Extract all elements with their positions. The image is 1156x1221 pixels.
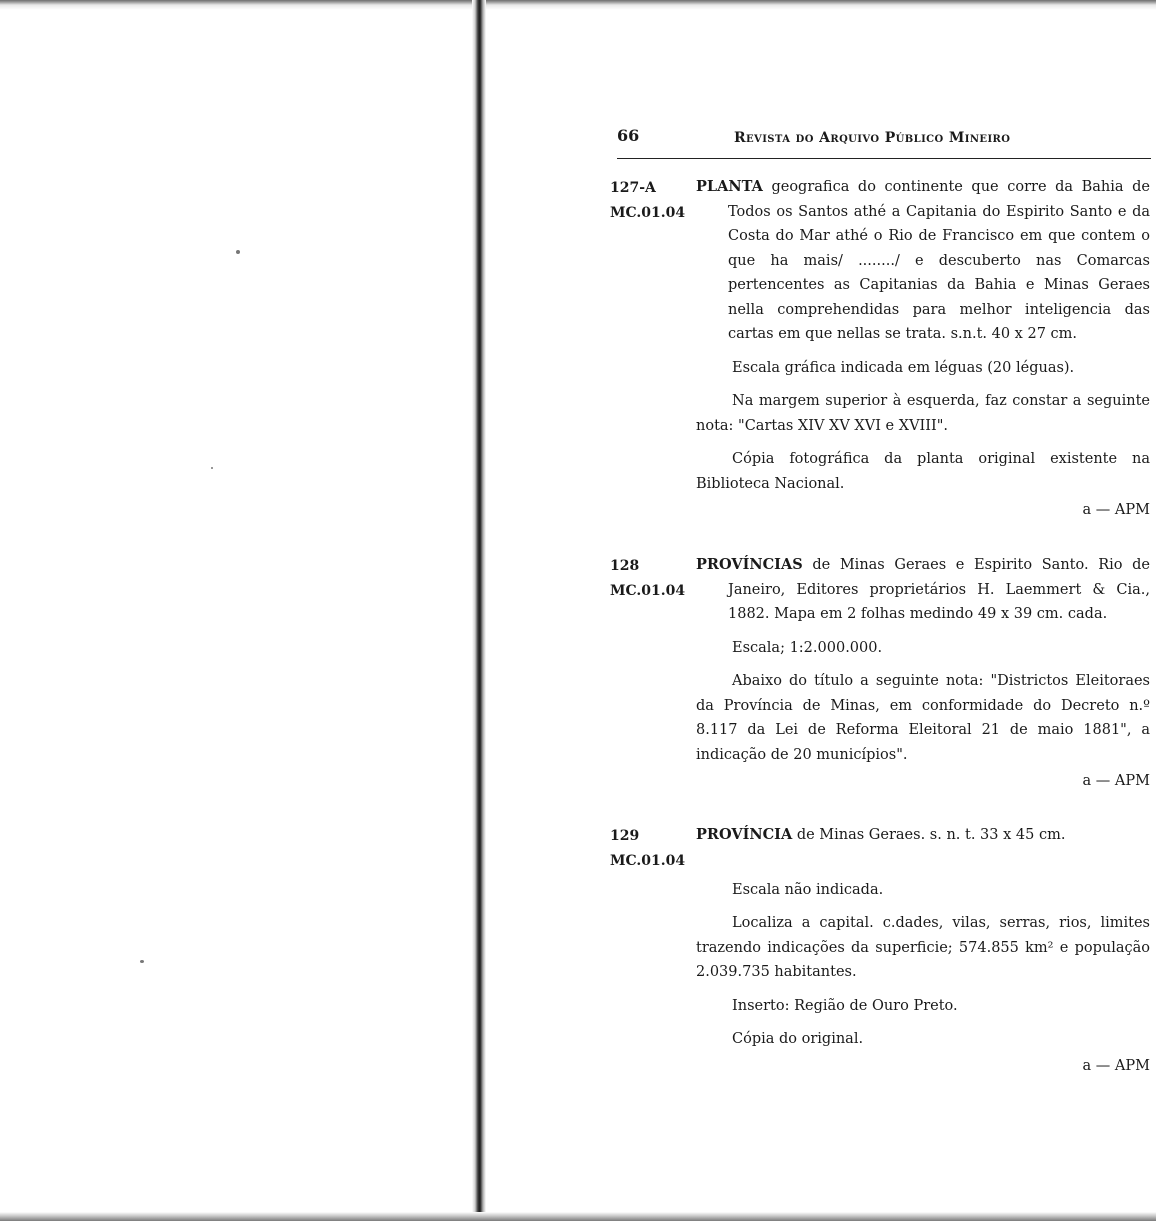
entry-signature: a — APM (1082, 773, 1150, 789)
entry-description (696, 175, 1150, 347)
entry-signature: a — APM (1082, 502, 1150, 518)
entry-body (696, 175, 1150, 523)
entry-description-text: geografica do continente que corre da Bahia de Todos os Santos athé a Capitania do Espirito Santo e da Costa do Mar athé o Rio de Francisco em que contem o que ha mais/ ......../ e descuberto nas Comarcas pertencentes as Capitanias da Bahia e Minas Geraes nella comprehendidas para melhor inteligencia das cartas em que nellas se trata. s.n.t. 40 x 27 cm. (728, 179, 1150, 342)
entry-description-text: de Minas Geraes. s. n. t. 33 x 45 cm. (796, 827, 1066, 843)
page-number: 66 (617, 126, 640, 145)
entry-note: Abaixo do título a seguinte nota: "Districtos Eleitoraes da Província de Minas, em conformidade do Decreto n.º 8.117 da Lei de Reforma Eleitoral 21 de maio 1881", a indicação de 20 municípios". (696, 673, 1150, 763)
running-head (617, 124, 1151, 159)
entry-title-word: PROVÍNCIA (696, 826, 793, 843)
book-gutter (472, 0, 486, 1221)
entry-description-text: de Minas Geraes e Espirito Santo. Rio de Janeiro, Editores proprietários H. Laemmert & Cia., 1882. Mapa em 2 folhas medindo 49 x 39 cm. cada. (728, 557, 1150, 622)
entry-body (696, 553, 1150, 794)
entry-number: 128 (610, 558, 640, 574)
entry-note: Inserto: Região de Ouro Preto. (732, 997, 958, 1014)
entry-note: Escala não indicada. (732, 881, 884, 898)
scan-speck (211, 467, 213, 469)
entry-description (696, 553, 1150, 627)
entry-note: Localiza a capital. c.dades, vilas, serras, rios, limites trazendo indicações da superficie; 574.855 km² e população 2.039.735 habitantes. (696, 915, 1150, 980)
entry-title-word: PROVÍNCIAS (696, 556, 803, 573)
entry-body (696, 823, 1150, 1078)
entry-number: 127-A (610, 180, 656, 196)
entry-note: Cópia do original. (732, 1031, 864, 1047)
entry-call-number: MC.01.04 (610, 205, 686, 221)
entry-number: 129 (610, 828, 640, 844)
scan-speck (236, 250, 240, 254)
entry-description (696, 823, 1150, 848)
scan-top-edge (0, 0, 1156, 10)
entry-call-number: MC.01.04 (610, 853, 686, 869)
entry-title-word: PLANTA (696, 178, 763, 195)
entry-note: Cópia fotográfica da planta original existente na Biblioteca Nacional. (696, 451, 1150, 492)
entry-note: Na margem superior à esquerda, faz constar a seguinte nota: "Cartas XIV XV XVI e XVIII". (696, 393, 1150, 434)
scan-speck (140, 960, 144, 963)
journal-title: Revista do Arquivo Público Mineiro (734, 130, 1011, 146)
scan-bottom-edge (0, 1212, 1156, 1221)
entry-signature: a — APM (1082, 1057, 1150, 1074)
entry-note: Escala; 1:2.000.000. (732, 639, 883, 656)
entry-note: Escala gráfica indicada em léguas (20 léguas). (732, 359, 1075, 376)
entry-call-number: MC.01.04 (610, 583, 686, 599)
